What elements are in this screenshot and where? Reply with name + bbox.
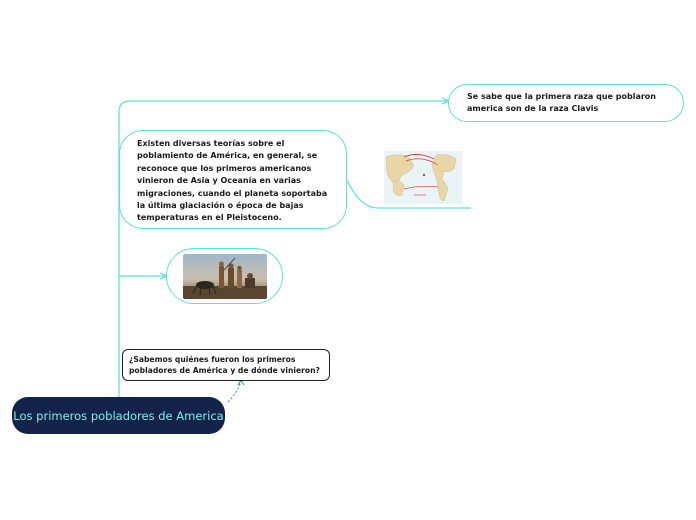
early-settlers-painting-image[interactable] <box>183 254 267 299</box>
root-node[interactable] <box>12 397 225 434</box>
theories-node[interactable] <box>119 130 347 229</box>
root-title: Los primeros pobladores de America <box>13 408 224 423</box>
clovis-text: Se sabe que la primera raza que poblaron america son de la raza Clavis <box>467 92 656 114</box>
migration-map-image[interactable] <box>384 151 462 204</box>
question-node[interactable] <box>122 349 330 381</box>
clovis-node[interactable] <box>448 84 684 122</box>
question-text: ¿Sabemos quiénes fueron los primeros pobladores de América y de dónde vinieron? <box>129 355 320 375</box>
theories-text: Existen diversas teorías sobre el poblamiento de América, en general, se reconoce que los primeros americanos vinieron de Asia y Oceanía en varias migraciones, cuando el planeta soportaba la última glaciación o época de bajas temperaturas en el Pleistoceno. <box>137 139 328 223</box>
